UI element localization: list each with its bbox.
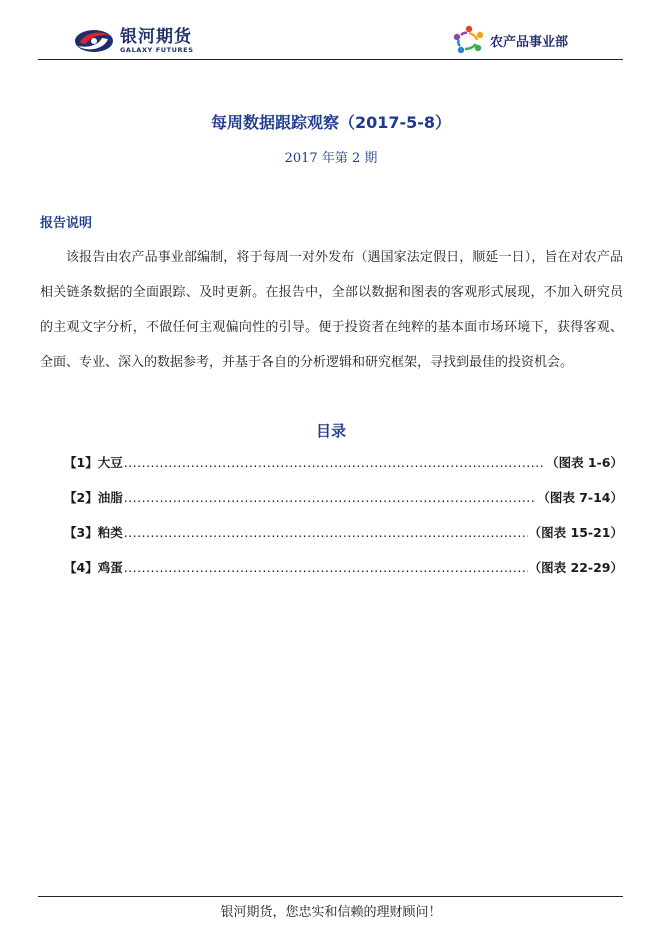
- company-name-en: GALAXY FUTURES: [120, 46, 194, 54]
- toc-item-meal[interactable]: [64, 523, 623, 558]
- toc-item-label: 【2】油脂: [64, 490, 123, 505]
- toc-leader-dots: [124, 525, 528, 540]
- toc-leader-dots: [124, 490, 537, 505]
- toc-item-ref: （图表 1-6）: [546, 455, 623, 470]
- toc-item-oils[interactable]: [64, 488, 623, 523]
- footer-slogan: 银河期货，您忠实和信赖的理财顾问！: [220, 905, 442, 920]
- report-description: [40, 240, 623, 380]
- toc-item-ref: （图表 15-21）: [528, 525, 623, 540]
- galaxy-swirl-icon: [74, 26, 116, 56]
- department-logo: [452, 25, 568, 55]
- company-name-cn: 银河期货: [120, 27, 192, 47]
- report-title: 每周数据跟踪观察（2017-5-8）: [210, 113, 452, 132]
- toc-item-ref: （图表 22-29）: [528, 560, 623, 575]
- toc-item-label: 【1】大豆: [64, 455, 123, 470]
- toc-item-label: 【4】鸡蛋: [64, 560, 123, 575]
- issue-number: 2017 年第 2 期: [284, 151, 378, 166]
- toc-leader-dots: [124, 560, 528, 575]
- toc-leader-dots: [124, 455, 545, 470]
- table-of-contents: [64, 453, 623, 593]
- toc-title: 目录: [315, 422, 346, 440]
- galaxy-futures-logo: [74, 26, 193, 56]
- report-description-paragraph: 该报告由农产品事业部编制，将于每周一对外发布（遇国家法定假日，顺延一日），旨在对农产品相关链条数据的全面跟踪、及时更新。在报告中，全部以数据和图表的客观形式展现，不加入研究员的主观文字分析，不做任何主观偏向性的引导。便于投资者在纯粹的基本面市场环境下，获得客观、全面、专业、深入的数据参考，并基于各自的分析逻辑和研究框架，寻找到最佳的投资机会。: [40, 250, 623, 370]
- department-name: 农产品事业部: [490, 34, 569, 50]
- toc-item-ref: （图表 7-14）: [537, 490, 623, 505]
- page-header: [0, 0, 662, 62]
- header-divider: [38, 59, 623, 60]
- footer-divider: [38, 896, 623, 897]
- people-circle-icon: [452, 25, 486, 55]
- toc-item-label: 【3】粕类: [64, 525, 123, 540]
- report-description-heading: 报告说明: [40, 216, 93, 231]
- toc-item-soybean[interactable]: [64, 453, 623, 488]
- toc-item-eggs[interactable]: [64, 558, 623, 593]
